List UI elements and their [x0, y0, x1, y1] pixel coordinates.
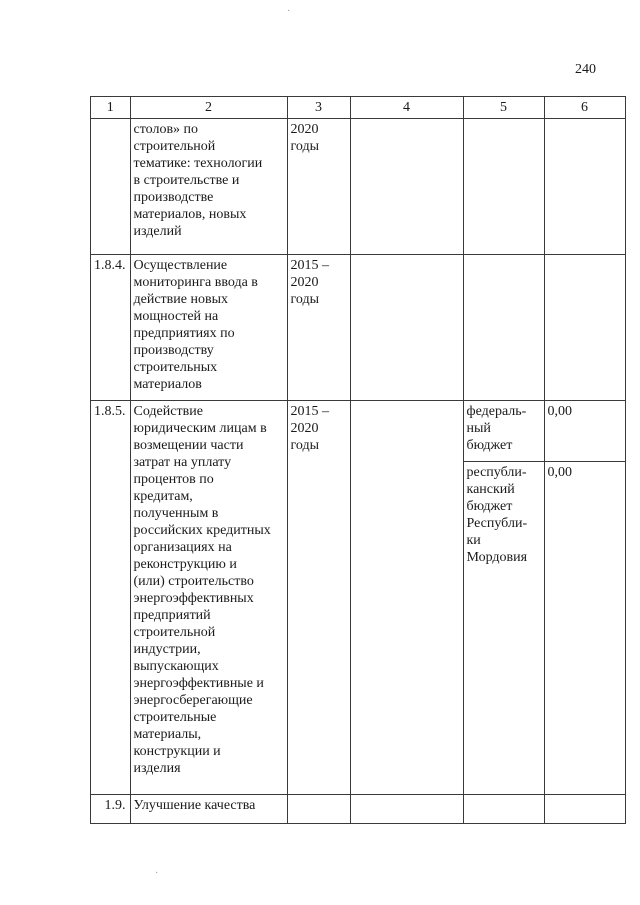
table-row: [91, 255, 626, 401]
table-row: [91, 119, 626, 255]
funding-amount: 0,00: [544, 462, 625, 795]
scan-speck: ·: [287, 6, 291, 17]
empty-cell: [463, 795, 544, 824]
item-period: 2020 годы: [287, 119, 350, 255]
header-cell: 2: [130, 97, 287, 119]
empty-cell: [463, 119, 544, 255]
header-cell: 5: [463, 97, 544, 119]
item-name: Содействие юридическим лицам в возмещении части затрат на уплату процентов по кредитам, полученным в российских кредитных организациях на реконструкцию и (или) строительство энергоэффективных предприятий строительной индустрии, выпускающих энергоэффективные и энергосберегающие строительные материалы, конструкции и изделия: [130, 401, 287, 795]
empty-cell: [463, 255, 544, 401]
item-name: Улучшение качества: [130, 795, 287, 824]
empty-cell: [350, 795, 463, 824]
header-cell: 4: [350, 97, 463, 119]
item-period: [287, 795, 350, 824]
empty-cell: [350, 255, 463, 401]
program-table: [90, 96, 626, 824]
funding-amount: 0,00: [544, 401, 625, 462]
header-cell: 6: [544, 97, 625, 119]
item-name: Осуществление мониторинга ввода в действие новых мощностей на предприятиях по производству строительных материалов: [130, 255, 287, 401]
scan-speck: ·: [155, 868, 159, 879]
table-row: [91, 401, 626, 462]
header-row: [91, 97, 626, 119]
empty-cell: [350, 401, 463, 795]
item-number: 1.9.: [91, 795, 131, 824]
item-name: столов» по строительной тематике: технологии в строительстве и производстве материалов, новых изделий: [130, 119, 287, 255]
empty-cell: [350, 119, 463, 255]
item-number: 1.8.5.: [91, 401, 131, 795]
table-row: [91, 795, 626, 824]
header-cell: 1: [91, 97, 131, 119]
item-number: [91, 119, 131, 255]
funding-source: федераль- ный бюджет: [463, 401, 544, 462]
item-period: 2015 – 2020 годы: [287, 255, 350, 401]
empty-cell: [544, 255, 625, 401]
empty-cell: [544, 795, 625, 824]
item-number: 1.8.4.: [91, 255, 131, 401]
page-number: 240: [575, 62, 596, 77]
funding-source: республи- канский бюджет Республи- ки Мордовия: [463, 462, 544, 795]
header-cell: 3: [287, 97, 350, 119]
item-period: 2015 – 2020 годы: [287, 401, 350, 795]
empty-cell: [544, 119, 625, 255]
